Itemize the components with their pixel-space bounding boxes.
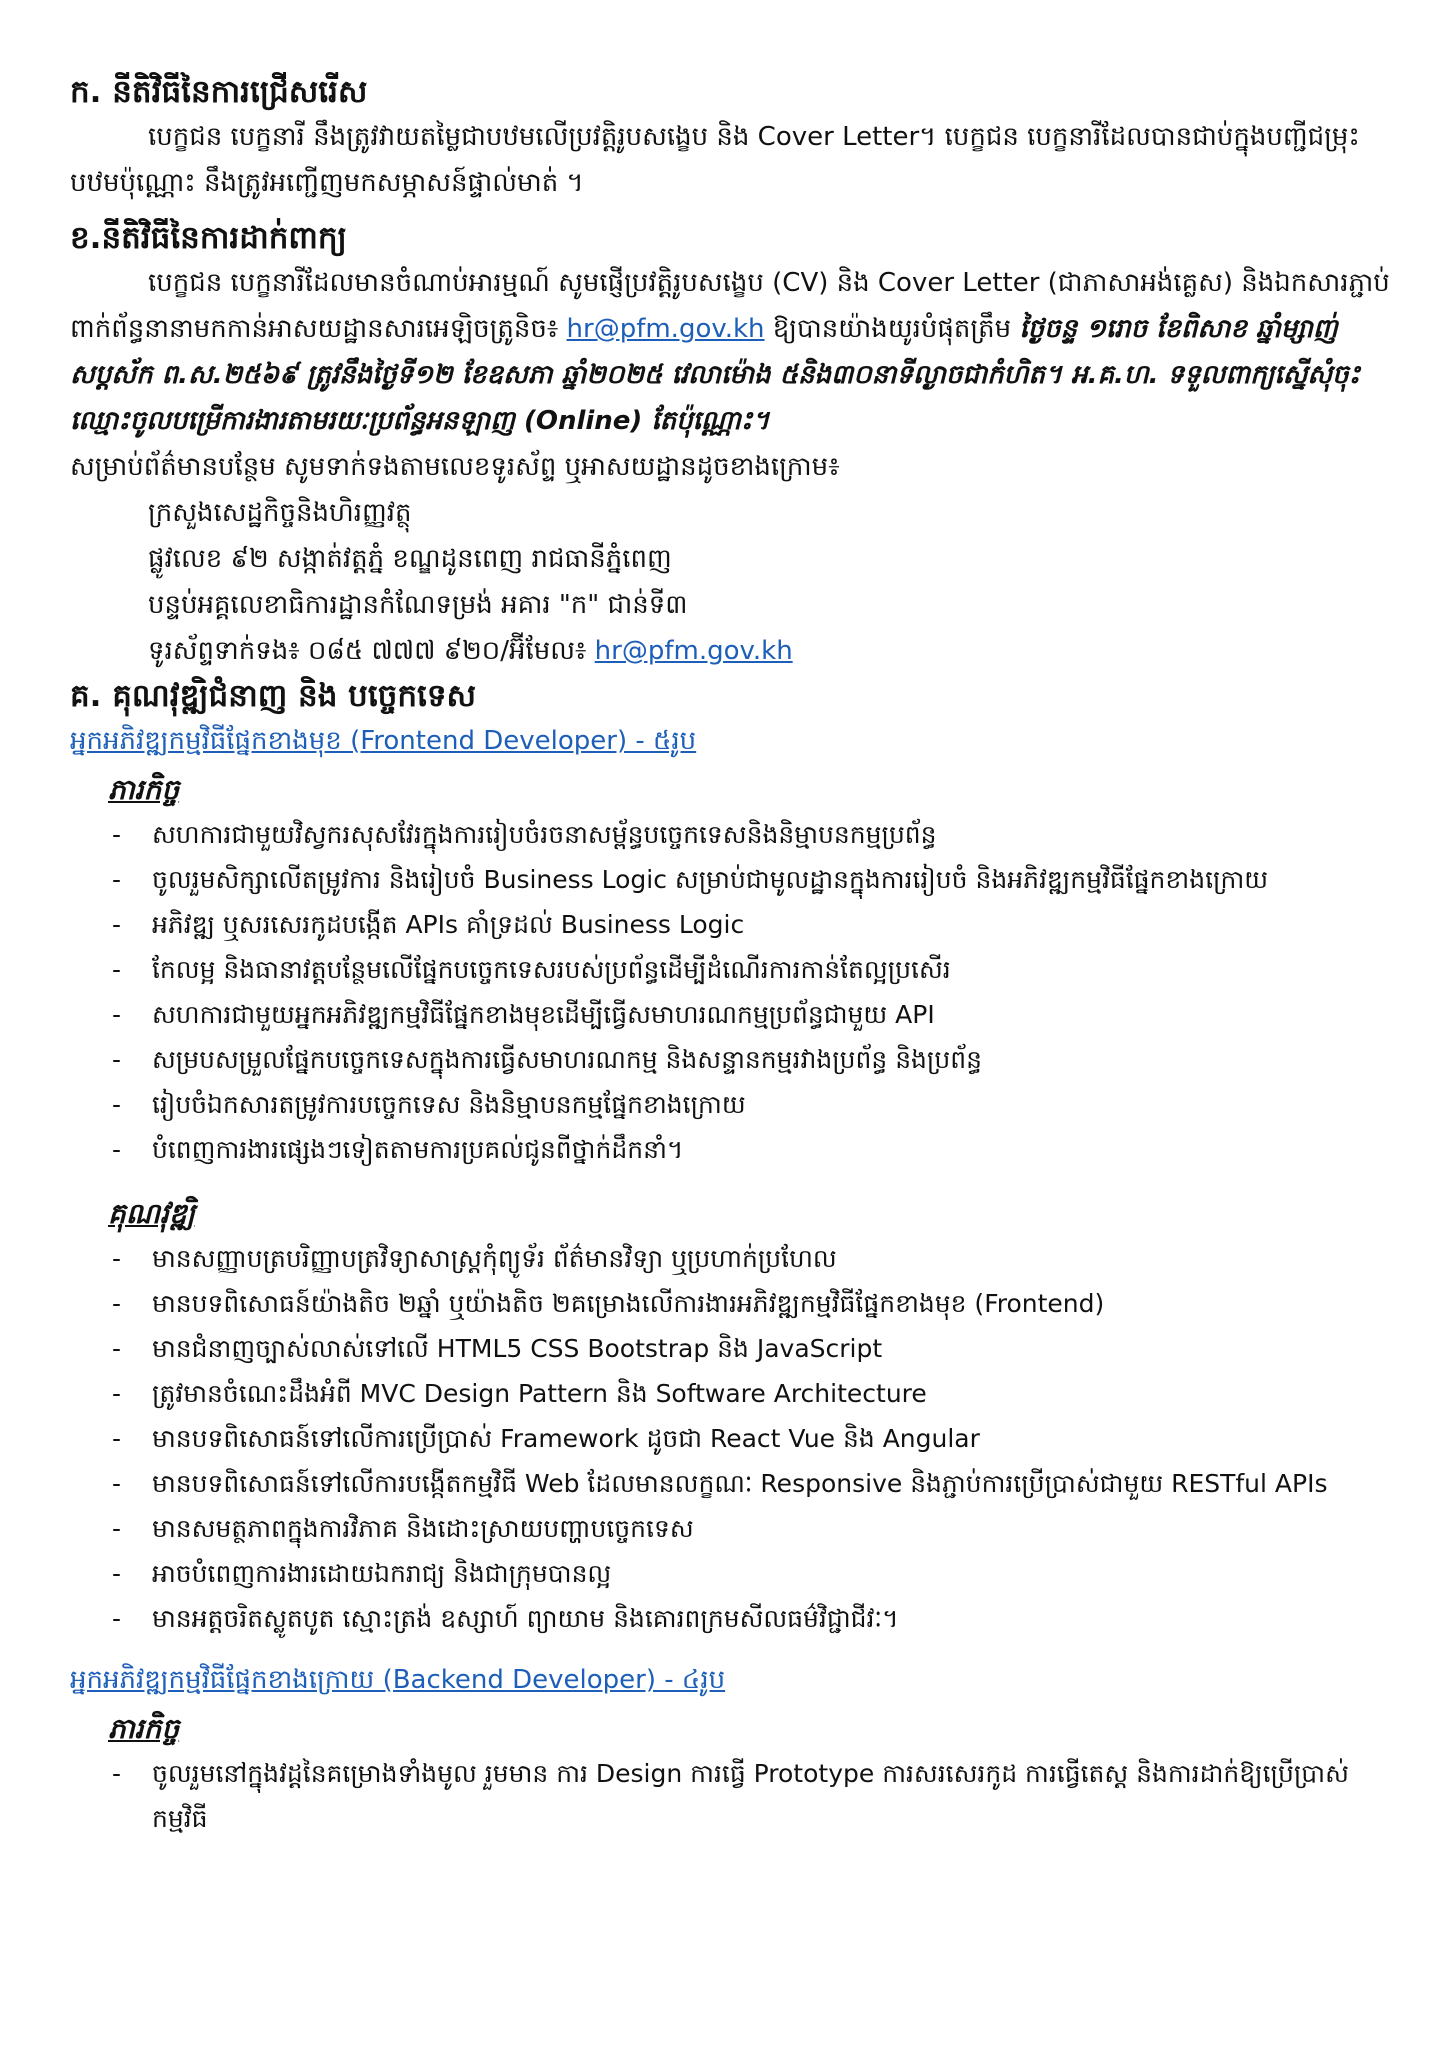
frontend-duties-list [70,812,1390,1172]
application-email-link[interactable]: hr@pfm.gov.kh [566,314,765,344]
selection-procedure-paragraph: បេក្ខជន បេក្ខនារី នឹងត្រូវវាយតម្លៃជាបឋមលើប្រវត្តិរូបសង្ខេប និង Cover Letter។ បេក្ខជន បេក្ខនារីដែលបានជាប់ក្នុងបញ្ជីជម្រុះបឋមប៉ុណ្ណោះ នឹងត្រូវអញ្ជើញមកសម្ភាសន៍ផ្ទាល់មាត់ ។ [70,122,1360,198]
backend-duties-list [70,1751,1390,1841]
list-item: - ត្រូវមានចំណេះដឹងអំពី MVC Design Pattern និង Software Architecture [70,1371,1390,1416]
list-item: - មានសញ្ញាបត្របរិញ្ញាបត្រវិទ្យាសាស្ត្រកុំព្យូទ័រ ព័ត៌មានវិទ្យា ឬប្រហាក់ប្រហែល [70,1236,1390,1281]
application-deadline-text: ថ្ងៃចន្ទ ១រោច ខែពិសាខ ឆ្នាំម្សាញ់ សប្តស័ក ព.ស.២៥៦៩ ត្រូវនឹងថ្ងៃទី១២ ខែឧសភា ឆ្នាំ២០២៥ វេលាម៉ោង ៥និង៣០នាទីល្ងាចជាកំហិត។ អ.គ.ហ. ទទួលពាក្យស្នើសុំចុះឈ្មោះចូលបម្រើការងារតាមរយៈប្រព័ន្ធអនឡាញ (Online) តែប៉ុណ្ណោះ។ [70,314,1361,436]
contact-phone-email [148,628,1390,674]
contact-office: បន្ទប់អគ្គលេខាធិការដ្ឋានកំណែទម្រង់ អគារ "ក" ជាន់ទី៣ [148,590,688,620]
backend-job-title-link[interactable]: អ្នកអភិវឌ្ឍកម្មវិធីផ្នែកខាងក្រោយ (Backend Developer) - ៤រូប [70,1665,726,1695]
contact-address-block [148,490,1390,674]
document-page [70,70,1390,1841]
list-item: - អភិវឌ្ឍ ឬសរសេរកូដបង្កើត APIs គាំទ្រដល់ Business Logic [70,902,1390,947]
section-heading-qualifications: គ. គុណវុឌ្ឍិជំនាញ និង បច្ចេកទេស [70,678,477,714]
list-item: - ចូលរួមសិក្សាលើតម្រូវការ និងរៀបចំ Business Logic សម្រាប់ជាមូលដ្ឋានក្នុងការរៀបចំ និងអភិវឌ្ឍកម្មវិធីផ្នែកខាងក្រោយ [70,857,1390,902]
frontend-job-title-link[interactable]: អ្នកអភិវឌ្ឍកម្មវិធីផ្នែកខាងមុខ (Frontend Developer) - ៥រូប [70,726,697,756]
frontend-qualifications-heading: គុណវុឌ្ឍិ [108,1197,195,1230]
list-item: - សហការជាមួយអ្នកអភិវឌ្ឍកម្មវិធីផ្នែកខាងមុខដើម្បីធ្វើសមាហរណកម្មប្រព័ន្ធជាមួយ API [70,992,1390,1037]
contact-ministry: ក្រសួងសេដ្ឋកិច្ចនិងហិរញ្ញវត្ថុ [148,498,412,528]
list-item: - មានអត្តចរិតស្លូតបូត ស្មោះត្រង់ ឧស្សាហ៍ ព្យាយាម និងគោរពក្រមសីលធម៌វិជ្ជាជីវៈ។ [70,1596,1390,1641]
backend-duties-heading: ភារកិច្ច [108,1712,180,1745]
application-paragraph-start: បេក្ខជន បេក្ខនារីដែលមានចំណាប់អារម្មណ៍ សូមផ្ញើប្រវត្តិរូបសង្ខេប (CV) និង Cover Letter (ជាភាសាអង់គ្លេស) និងឯកសារភ្ជាប់ពាក់ព័ន្ធនានាមកកាន់អាសយដ្ឋានសារអេឡិចត្រូនិច៖ [70,268,1390,344]
list-item: - បំពេញការងារផ្សេងៗទៀតតាមការប្រគល់ជូនពីថ្នាក់ដឹកនាំ។ [70,1127,1390,1172]
list-item: - មានបទពិសោធន៍យ៉ាងតិច ២ឆ្នាំ ឬយ៉ាងតិច ២គម្រោងលើការងារអភិវឌ្ឍកម្មវិធីផ្នែកខាងមុខ (Frontend) [70,1281,1390,1326]
application-paragraph-mid: ឱ្យបានយ៉ាងយូរបំផុតត្រឹម [764,314,1020,344]
section-heading-application-procedure: ខ.នីតិវិធីនៃការដាក់ពាក្យ [70,220,347,256]
contact-street: ផ្លូវលេខ ៩២ សង្កាត់វត្តភ្នំ ខណ្ឌដូនពេញ រាជធានីភ្នំពេញ [148,544,672,574]
application-procedure-paragraph [70,260,1390,444]
contact-intro: សម្រាប់ព័ត៌មានបន្ថែម សូមទាក់ទងតាមលេខទូរស័ព្ទ ឬអាសយដ្ឋានដូចខាងក្រោម៖ [70,452,840,482]
list-item: - ចូលរួមនៅក្នុងវដ្តនៃគម្រោងទាំងមូល រួមមាន ការ Design ការធ្វើ Prototype ការសរសេរកូដ ការធ្វើតេស្ត និងការដាក់ឱ្យប្រើប្រាស់កម្មវិធី [70,1751,1390,1841]
list-item: - រៀបចំឯកសារតម្រូវការបច្ចេកទេស និងនិម្មាបនកម្មផ្នែកខាងក្រោយ [70,1082,1390,1127]
list-item: - កែលម្អ និងធានាវត្តបន្ថែមលើផ្នែកបច្ចេកទេសរបស់ប្រព័ន្ធដើម្បីដំណើរការកាន់តែល្អប្រសើរ [70,947,1390,992]
contact-email-link[interactable]: hr@pfm.gov.kh [594,636,793,666]
list-item: - សម្របសម្រួលផ្នែកបច្ចេកទេសក្នុងការធ្វើសមាហរណកម្ម និងសន្ទានកម្មរវាងប្រព័ន្ធ និងប្រព័ន្ធ [70,1037,1390,1082]
list-item: - សហការជាមួយវិស្វករសុសវែរក្នុងការរៀបចំរចនាសម្ព័ន្ធបច្ចេកទេសនិងនិម្មាបនកម្មប្រព័ន្ធ [70,812,1390,857]
frontend-qualifications-list [70,1236,1390,1641]
list-item: - មានជំនាញច្បាស់លាស់ទៅលើ HTML5 CSS Bootstrap និង JavaScript [70,1326,1390,1371]
list-item: - មានបទពិសោធន៍ទៅលើការបង្កើតកម្មវិធី Web ដែលមានលក្ខណៈ Responsive និងភ្ជាប់ការប្រើប្រាស់ជាមួយ RESTful APIs [70,1461,1390,1506]
section-heading-selection-procedure: ក. នីតិវិធីនៃការជ្រើសរើស [70,74,368,110]
list-item: - អាចបំពេញការងារដោយឯករាជ្យ និងជាក្រុមបានល្អ [70,1551,1390,1596]
frontend-duties-heading: ភារកិច្ច [108,773,180,806]
contact-phone-label: ទូរស័ព្ទទាក់ទង៖ ០៨៥ ៧៧៧ ៩២០/អ៊ីមែល៖ [148,636,595,666]
list-item: - មានសមត្ថភាពក្នុងការវិភាគ និងដោះស្រាយបញ្ហាបច្ចេកទេស [70,1506,1390,1551]
list-item: - មានបទពិសោធន៍ទៅលើការប្រើប្រាស់ Framework ដូចជា React Vue និង Angular [70,1416,1390,1461]
